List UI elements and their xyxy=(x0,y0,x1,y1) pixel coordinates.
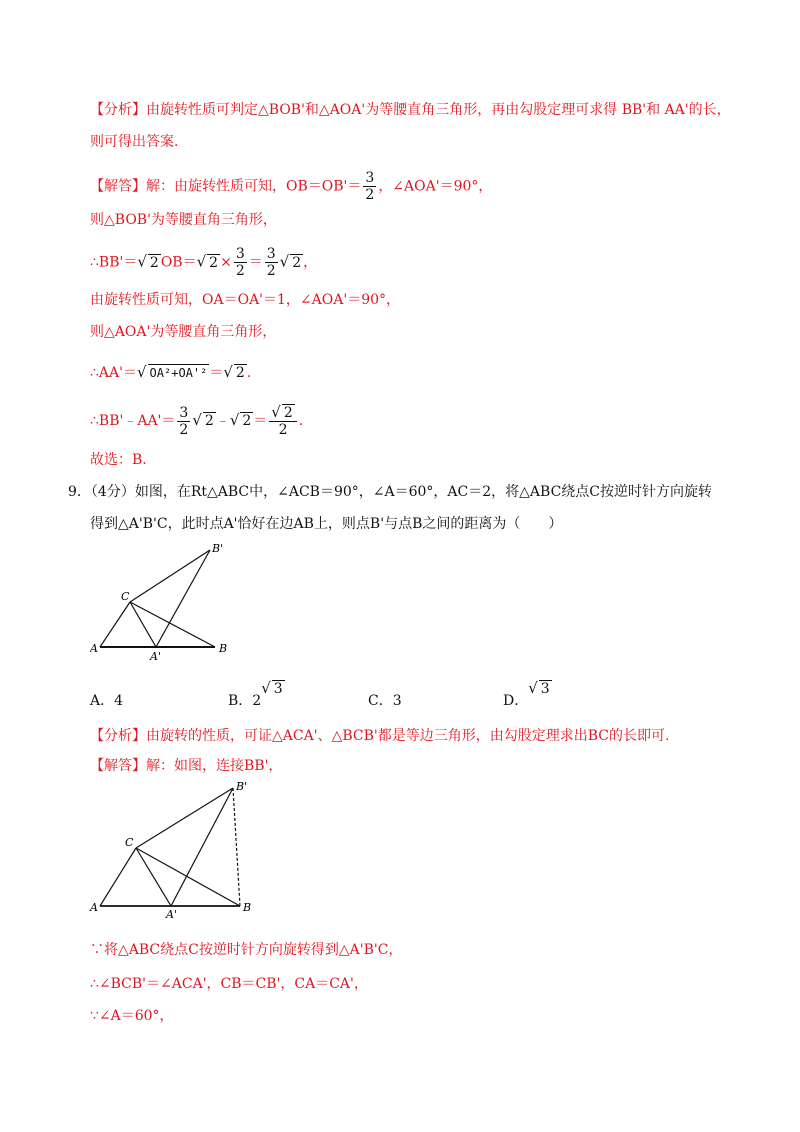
analysis-2: 【分析】由旋转的性质，可证△ACA'、△BCB'都是等边三角形，由勾股定理求出BC的长即可. xyxy=(90,728,670,744)
solution-line-1 xyxy=(90,170,492,203)
solution-line-6: ∴AA'＝√ OA²+OA'² ＝√ 2 . xyxy=(90,363,252,381)
label-A: A xyxy=(90,642,98,655)
solution-text: 解：由旋转性质可知，OB＝OB'＝ xyxy=(146,178,362,195)
option-a[interactable]: A．4 xyxy=(90,693,124,709)
analysis-line-2 xyxy=(90,132,178,152)
solution-2-line-4: ∵∠A＝60°， xyxy=(90,1008,174,1024)
sqrt-sum-of-squares: OA²+OA'² xyxy=(149,366,208,380)
question-9-line-1: 9．（4分）如图，在Rt△ABC中，∠ACB＝90°，∠A＝60°，AC＝2，将△ABC绕点C按逆时针方向旋转 xyxy=(68,484,713,500)
solution-line-3: ∴BB'＝√ 2 OB＝√ 2 × $\frac{3}{2}$ ＝ $\frac{3}{2}$ √ 2 ， xyxy=(90,246,318,279)
option-d[interactable]: D．√ 3 xyxy=(503,679,550,709)
solution-text: 则△BOB'为等腰直角三角形， xyxy=(90,212,277,228)
analysis-text: 则可得出答案. xyxy=(90,134,179,150)
solution-2-line-2: ∵将△ABC绕点C按逆时针方向旋转得到△A'B'C， xyxy=(90,942,403,958)
triangle-figure-2 xyxy=(88,778,268,918)
fraction-three-halves: $\frac{3}{2}$ xyxy=(235,246,245,279)
analysis-line-1 xyxy=(90,100,731,120)
label-B-prime: B' xyxy=(212,542,224,555)
solution-text: ，∠AOA'＝90°， xyxy=(378,178,493,195)
label-B-prime: B' xyxy=(236,780,248,793)
solution-line-2 xyxy=(90,210,277,230)
solution-tag: 【解答】 xyxy=(90,178,146,195)
label-A: A xyxy=(90,901,98,914)
solution-2-line-1: 【解答】解：如图，连接BB'， xyxy=(90,758,283,774)
label-B: B xyxy=(219,642,228,655)
solution-line-5: 则△AOA'为等腰直角三角形， xyxy=(90,324,277,340)
label-A-prime: A' xyxy=(150,650,161,660)
question-9-line-2: 得到△A'B'C，此时点A'恰好在边AB上，则点B'与点B之间的距离为（ ） xyxy=(90,516,563,532)
option-b[interactable]: B．2√ 3 xyxy=(228,679,283,709)
solution-line-7: ∴BB'﹣AA'＝ $\frac{3}{2}$ √ 2 ﹣√ 2 ＝ $\frac{√ 2}{2}$ . xyxy=(90,403,304,438)
solution-2-line-3: ∴∠BCB'＝∠ACA'，CB＝CB'，CA＝CA'， xyxy=(90,976,368,992)
label-A-prime: A' xyxy=(166,908,177,918)
choice-line: 故选：B. xyxy=(90,452,147,468)
sqrt-2: 2 xyxy=(149,254,159,271)
fraction-three-halves: $\frac{3}{2}$ xyxy=(365,170,375,203)
option-c[interactable]: C．3 xyxy=(368,693,402,709)
label-C: C xyxy=(121,590,130,603)
label-C: C xyxy=(125,836,134,849)
analysis-tag: 【分析】 xyxy=(90,102,146,118)
solution-line-4: 由旋转性质可知，OA＝OA'＝1，∠AOA'＝90°， xyxy=(90,292,401,308)
label-B: B xyxy=(243,901,252,914)
analysis-text: 由旋转性质可判定△BOB'和△AOA'为等腰直角三角形，再由勾股定理可求得 BB'和 AA'的长， xyxy=(146,102,731,118)
triangle-figure-1 xyxy=(90,540,250,660)
